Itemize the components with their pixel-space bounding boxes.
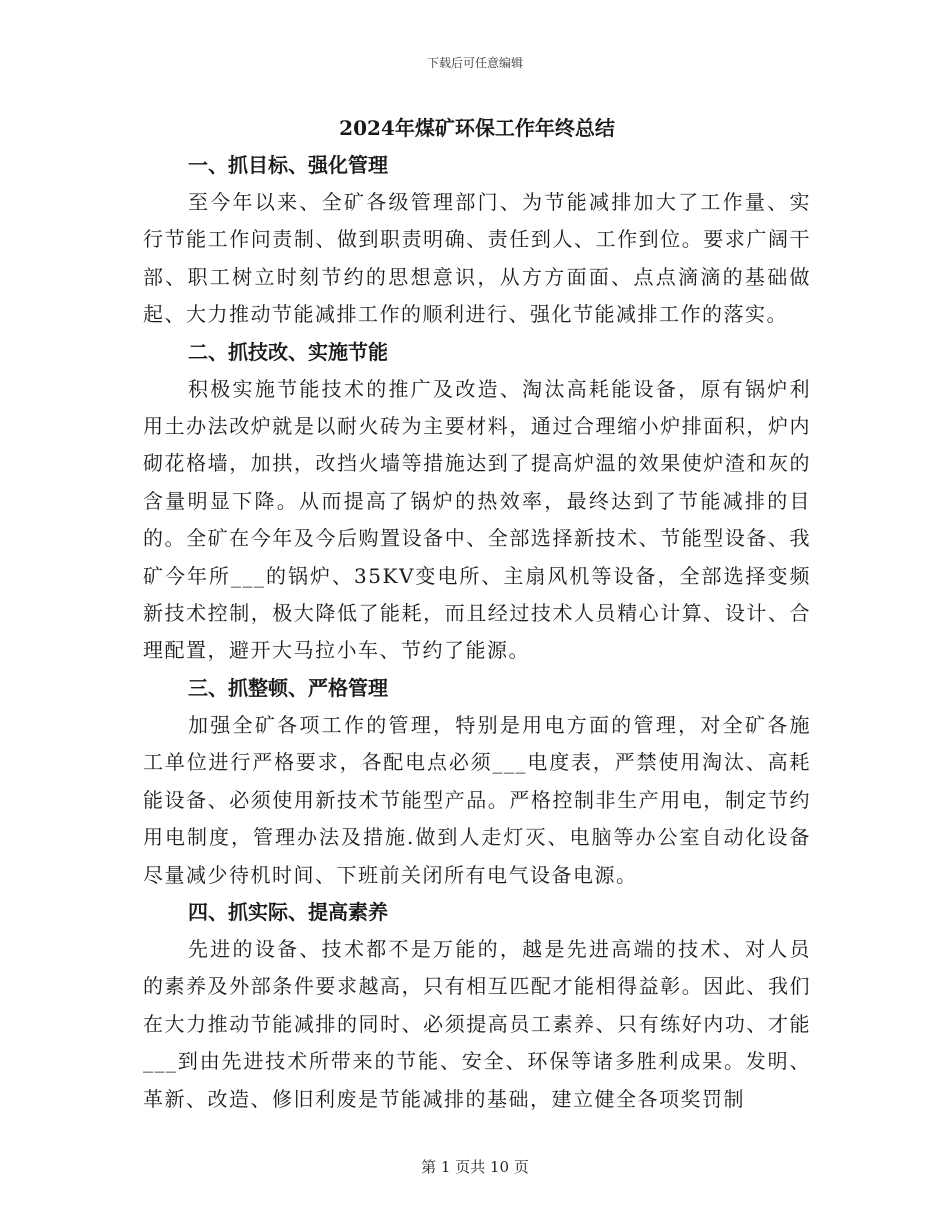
section-paragraph-1: 至今年以来、全矿各级管理部门、为节能减排加大了工作量、实行节能工作问责制、做到职责明确、责任到人、工作到位。要求广阔干部、职工树立时刻节约的思想意识，从方方面面、点点滴滴的基础做起、大力推动节能减排工作的顺利进行、强化节能减排工作的落实。	[143, 190, 811, 327]
page-footer: 第 1 页共 10 页	[421, 1158, 529, 1176]
section-heading-2: 二、抓技改、实施节能	[188, 339, 388, 364]
section-paragraph-4: 先进的设备、技术都不是万能的，越是先进高端的技术、对人员的素养及外部条件要求越高，只有相互匹配才能相得益彰。因此、我们在大力推动节能减排的同时、必须提高员工素养、只有练好内功、才能___到由先进技术所带来的节能、安全、环保等诸多胜利成果。发明、革新、改造、修旧利废是节能减排的基础，建立健全各项奖罚制	[143, 936, 811, 1111]
section-paragraph-3: 加强全矿各项工作的管理，特别是用电方面的管理，对全矿各施工单位进行严格要求，各配电点必须___电度表，严禁使用淘汰、高耗能设备、必须使用新技术节能型产品。严格控制非生产用电，制定节约用电制度，管理办法及措施.做到人走灯灭、电脑等办公室自动化设备尽量减少待机时间、下班前关闭所有电气设备电源。	[143, 712, 811, 887]
section-heading-3: 三、抓整顿、严格管理	[188, 675, 388, 700]
header-note: 下载后可任意编辑	[426, 56, 523, 70]
section-paragraph-2: 积极实施节能技术的推广及改造、淘汰高耗能设备，原有锅炉利用土办法改炉就是以耐火砖为主要材料，通过合理缩小炉排面积，炉内砌花格墙，加拱，改挡火墙等措施达到了提高炉温的效果使炉渣和灰的含量明显下降。从而提高了锅炉的热效率，最终达到了节能减排的目的。全矿在今年及今后购置设备中、全部选择新技术、节能型设备、我矿今年所___的锅炉、35KV变电所、主扇风机等设备，全部选择变频新技术控制，极大降低了能耗，而且经过技术人员精心计算、设计、合理配置，避开大马拉小车、节约了能源。	[143, 376, 811, 663]
document-title: 2024年煤矿环保工作年终总结	[339, 116, 615, 140]
document-body	[143, 110, 811, 1118]
section-heading-1: 一、抓目标、强化管理	[188, 153, 388, 177]
section-heading-4: 四、抓实际、提高素养	[188, 899, 388, 924]
